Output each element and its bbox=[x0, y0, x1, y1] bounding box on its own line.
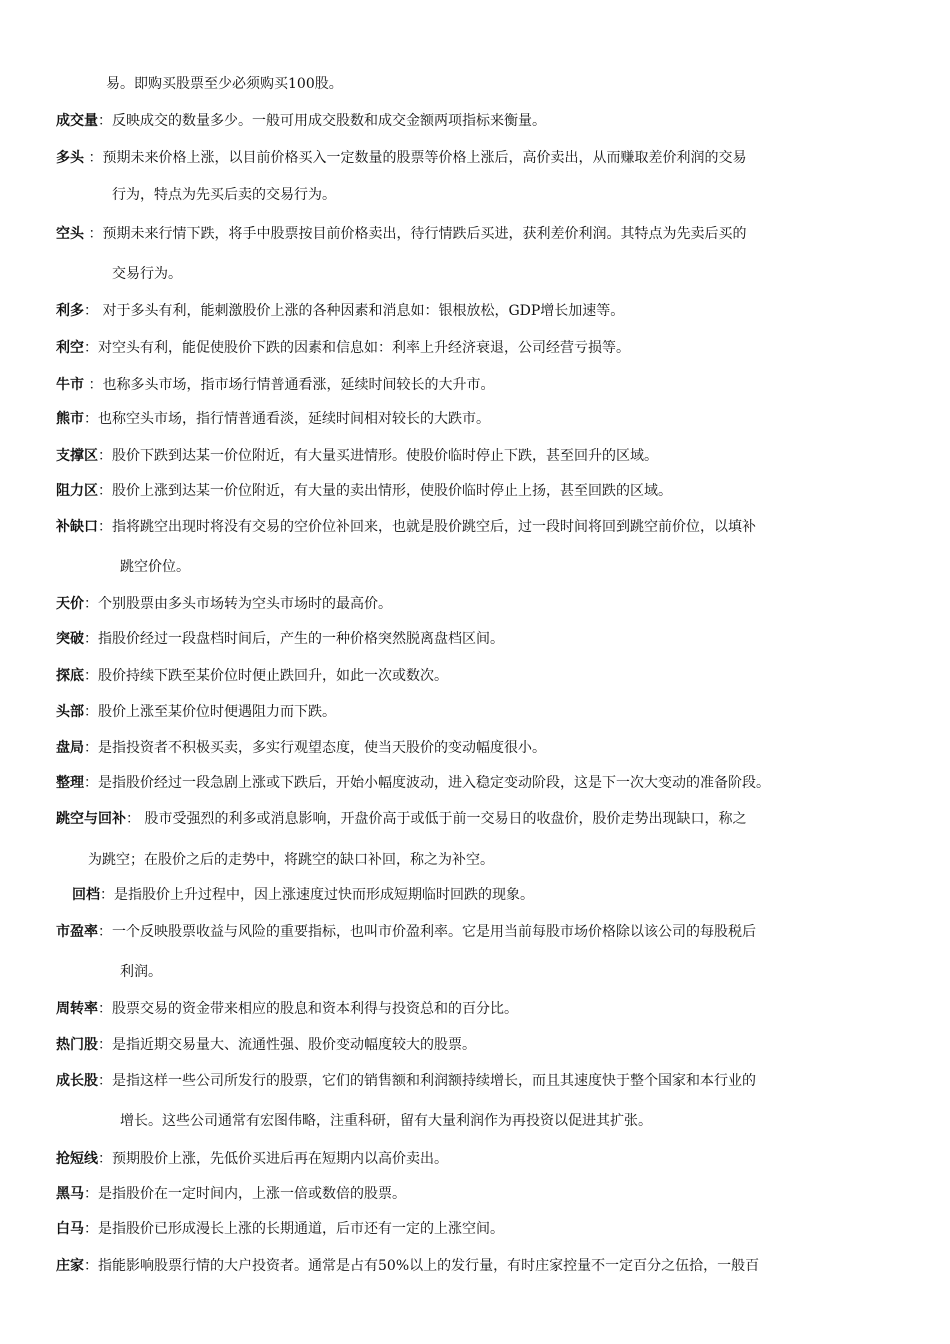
definition-text: ：也称多头市场，指市场行情普通看涨，延续时间较长的大升市。 bbox=[84, 377, 495, 393]
definition-text: 为跳空；在股价之后的走势中，将跳空的缺口补回，称之为补空。 bbox=[88, 852, 494, 868]
glossary-entry bbox=[56, 330, 902, 367]
definition-text: ：是指股价经过一段急剧上涨或下跌后，开始小幅度波动，进入稳定变动阶段，这是下一次大变动的准备阶段。 bbox=[84, 775, 770, 791]
definition-text: 易。即购买股票至少必须购买100股。 bbox=[106, 76, 343, 92]
term-label: 热门股 bbox=[56, 1037, 98, 1053]
term-label: 白马 bbox=[56, 1221, 84, 1237]
continuation-line bbox=[112, 256, 902, 293]
term-label: 天价 bbox=[56, 596, 84, 612]
glossary-entry bbox=[56, 1027, 902, 1064]
term-label: 头部 bbox=[56, 704, 84, 720]
term-label: 跳空与回补 bbox=[56, 811, 126, 827]
continuation-line bbox=[106, 66, 896, 103]
definition-text: ：指股价经过一段盘档时间后，产生的一种价格突然脱离盘档区间。 bbox=[84, 631, 504, 647]
glossary-entry bbox=[56, 1248, 902, 1285]
term-label: 熊市 bbox=[56, 411, 84, 427]
term-label: 盘局 bbox=[56, 740, 84, 756]
term-label: 市盈率 bbox=[56, 924, 98, 940]
definition-text: 利润。 bbox=[120, 964, 162, 980]
definition-text: ：股价上涨至某价位时便遇阻力而下跌。 bbox=[84, 704, 336, 720]
glossary-entry bbox=[56, 367, 902, 404]
definition-text: ：股价上涨到达某一价位附近，有大量的卖出情形，使股价临时停止上扬，甚至回跌的区域。 bbox=[98, 483, 672, 499]
glossary-entry bbox=[56, 438, 902, 475]
term-label: 多头 bbox=[56, 150, 84, 166]
glossary-entry bbox=[56, 586, 902, 623]
definition-text: ：股价下跌到达某一价位附近，有大量买进情形。使股价临时停止下跌，甚至回升的区域。 bbox=[98, 448, 658, 464]
definition-text: ：是指股价在一定时间内，上涨一倍或数倍的股票。 bbox=[84, 1186, 406, 1202]
term-label: 回档 bbox=[72, 887, 100, 903]
definition-text: ：是指这样一些公司所发行的股票，它们的销售额和利润额持续增长，而且其速度快于整个国家和本行业的 bbox=[98, 1073, 756, 1089]
term-label: 突破 bbox=[56, 631, 84, 647]
term-label: 抢短线 bbox=[56, 1151, 98, 1167]
definition-text: ：一个反映股票收益与风险的重要指标，也叫市价盈利率。它是用当前每股市场价格除以该公司的每股税后 bbox=[98, 924, 756, 940]
glossary-entry bbox=[56, 293, 902, 330]
glossary-entry bbox=[56, 621, 902, 658]
glossary-entry bbox=[56, 103, 902, 140]
definition-text: ：预期未来价格上涨，以目前价格买入一定数量的股票等价格上涨后，高价卖出，从而赚取差价利润的交易 bbox=[84, 150, 747, 166]
glossary-entry bbox=[56, 216, 902, 253]
glossary-entry bbox=[56, 801, 902, 838]
term-label: 成交量 bbox=[56, 113, 98, 129]
glossary-entry bbox=[72, 877, 918, 914]
term-label: 利空 bbox=[56, 340, 84, 356]
glossary-entry bbox=[56, 765, 902, 802]
glossary-entry bbox=[56, 914, 902, 951]
continuation-line bbox=[112, 177, 902, 214]
glossary-entry bbox=[56, 1176, 902, 1213]
glossary-entry bbox=[56, 694, 902, 731]
term-label: 黑马 bbox=[56, 1186, 84, 1202]
definition-text: ： 股市受强烈的利多或消息影响，开盘价高于或低于前一交易日的收盘价，股价走势出现缺口，称之 bbox=[126, 811, 747, 827]
term-label: 探底 bbox=[56, 668, 84, 684]
definition-text: ：是指投资者不积极买卖，多实行观望态度，使当天股价的变动幅度很小。 bbox=[84, 740, 546, 756]
definition-text: ： 对于多头有利，能刺激股价上涨的各种因素和消息如：银根放松，GDP增长加速等。 bbox=[84, 303, 625, 319]
continuation-line bbox=[120, 1103, 910, 1140]
definition-text: ：预期未来行情下跌，将手中股票按目前价格卖出，待行情跌后买进，获利差价利润。其特点为先卖后买的 bbox=[84, 226, 747, 242]
glossary-entry bbox=[56, 991, 902, 1028]
glossary-entry bbox=[56, 140, 902, 177]
term-label: 整理 bbox=[56, 775, 84, 791]
definition-text: ：指将跳空出现时将没有交易的空价位补回来，也就是股价跳空后，过一段时间将回到跳空前价位，以填补 bbox=[98, 519, 756, 535]
term-label: 阻力区 bbox=[56, 483, 98, 499]
glossary-entry bbox=[56, 509, 902, 546]
definition-text: 增长。这些公司通常有宏图伟略，注重科研，留有大量利润作为再投资以促进其扩张。 bbox=[120, 1113, 652, 1129]
glossary-entry bbox=[56, 473, 902, 510]
definition-text: ：指能影响股票行情的大户投资者。通常是占有50%以上的发行量，有时庄家控量不一定百分之伍拾，一般百 bbox=[84, 1258, 760, 1274]
definition-text: ：也称空头市场，指行情普通看淡，延续时间相对较长的大跌市。 bbox=[84, 411, 490, 427]
definition-text: ：个别股票由多头市场转为空头市场时的最高价。 bbox=[84, 596, 392, 612]
glossary-entry bbox=[56, 730, 902, 767]
term-label: 周转率 bbox=[56, 1001, 98, 1017]
definition-text: ：是指股价上升过程中，因上涨速度过快而形成短期临时回跌的现象。 bbox=[100, 887, 534, 903]
continuation-line bbox=[88, 842, 878, 879]
continuation-line bbox=[120, 549, 910, 586]
glossary-entry bbox=[56, 1063, 902, 1100]
definition-text: ：对空头有利，能促使股价下跌的因素和信息如：利率上升经济衰退，公司经营亏损等。 bbox=[84, 340, 630, 356]
definition-text: ：预期股价上涨，先低价买进后再在短期内以高价卖出。 bbox=[98, 1151, 448, 1167]
term-label: 利多 bbox=[56, 303, 84, 319]
definition-text: ：股价持续下跌至某价位时便止跌回升，如此一次或数次。 bbox=[84, 668, 448, 684]
glossary-entry bbox=[56, 658, 902, 695]
glossary-entry bbox=[56, 1141, 902, 1178]
term-label: 成长股 bbox=[56, 1073, 98, 1089]
glossary-entry bbox=[56, 401, 902, 438]
term-label: 空头 bbox=[56, 226, 84, 242]
definition-text: 跳空价位。 bbox=[120, 559, 190, 575]
term-label: 牛市 bbox=[56, 377, 84, 393]
term-label: 补缺口 bbox=[56, 519, 98, 535]
definition-text: ：是指股价已形成漫长上涨的长期通道，后市还有一定的上涨空间。 bbox=[84, 1221, 504, 1237]
definition-text: 交易行为。 bbox=[112, 266, 182, 282]
term-label: 庄家 bbox=[56, 1258, 84, 1274]
term-label: 支撑区 bbox=[56, 448, 98, 464]
definition-text: ：是指近期交易量大、流通性强、股价变动幅度较大的股票。 bbox=[98, 1037, 476, 1053]
continuation-line bbox=[120, 954, 910, 991]
glossary-entry bbox=[56, 1211, 902, 1248]
definition-text: 行为，特点为先买后卖的交易行为。 bbox=[112, 187, 336, 203]
definition-text: ：反映成交的数量多少。一般可用成交股数和成交金额两项指标来衡量。 bbox=[98, 113, 546, 129]
definition-text: ：股票交易的资金带来相应的股息和资本利得与投资总和的百分比。 bbox=[98, 1001, 518, 1017]
